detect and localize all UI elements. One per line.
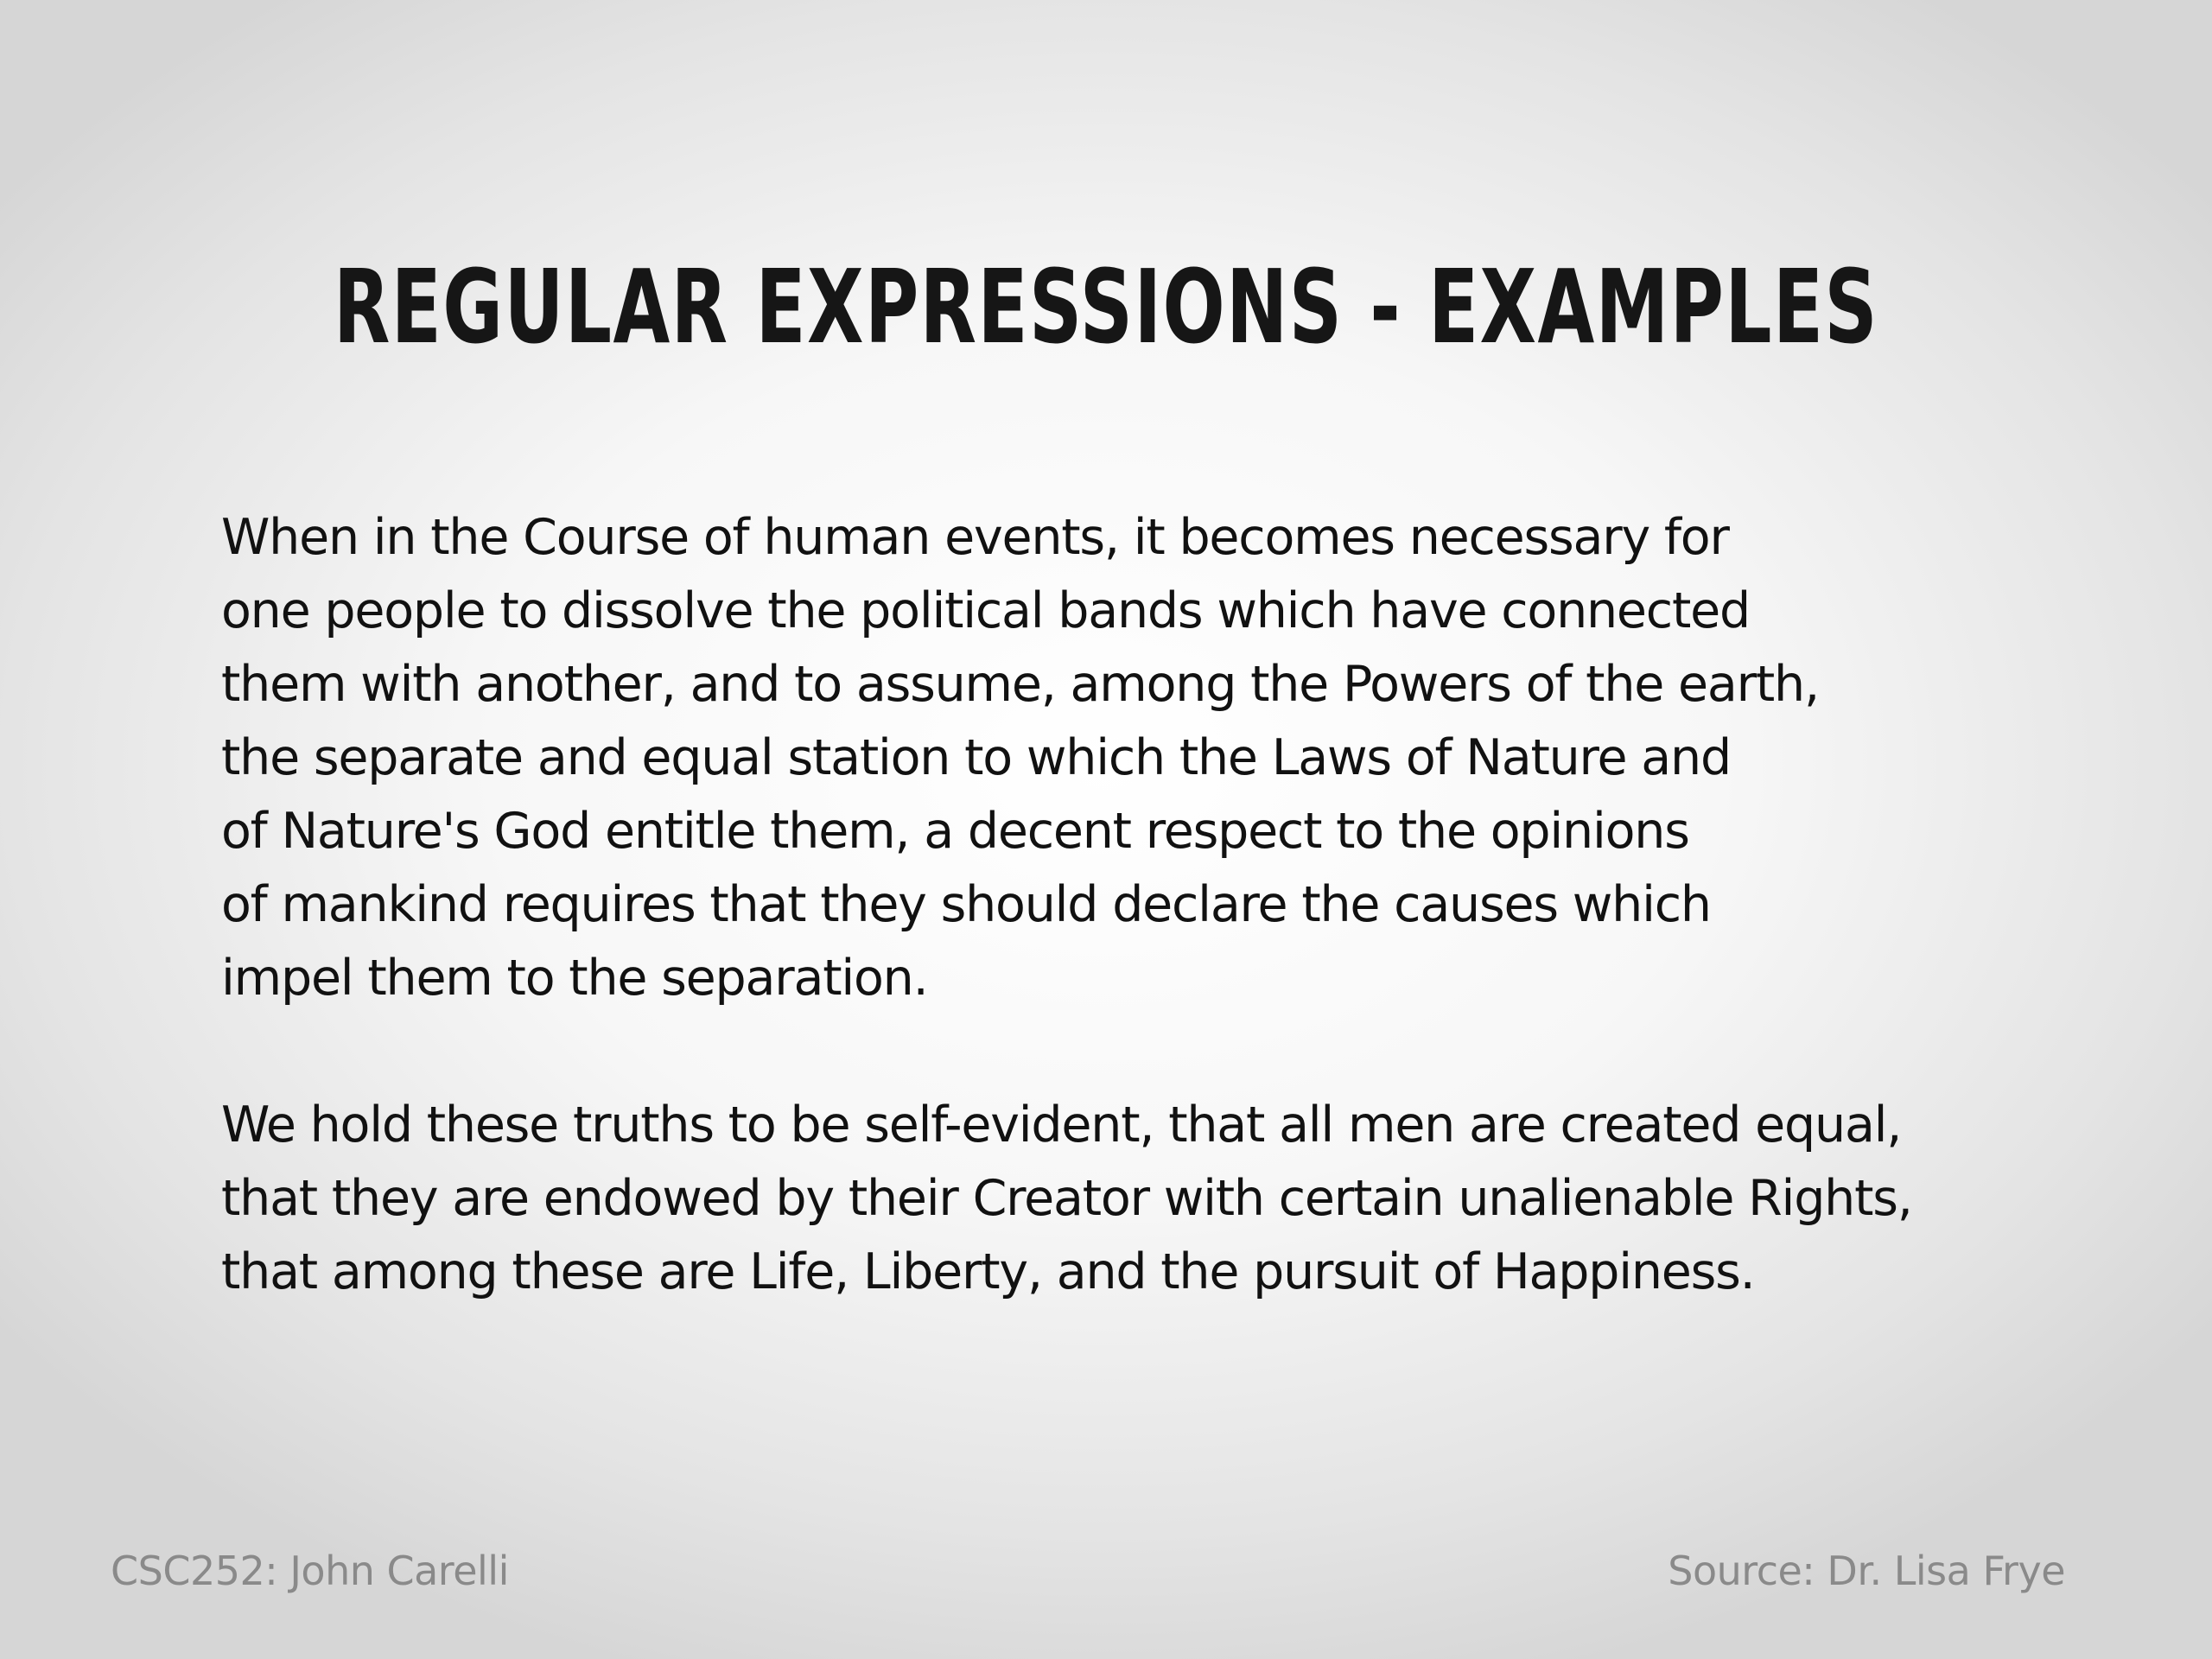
paragraph-2 [221, 1089, 2122, 1309]
footer-course: CSC252: John Carelli [111, 1548, 509, 1594]
slide-body [221, 501, 2122, 1309]
text-line: the separate and equal station to which the Laws of Nature and [221, 729, 1731, 786]
text-line: of Nature's God entitle them, a decent respect to the opinions [221, 803, 1689, 860]
text-line: them with another, and to assume, among the Powers of the earth, [221, 656, 1819, 713]
footer-source: Source: Dr. Lisa Frye [1668, 1548, 2065, 1594]
paragraph-1 [221, 501, 2122, 1015]
text-line: When in the Course of human events, it becomes necessary for [221, 509, 1729, 566]
text-line: one people to dissolve the political bands which have connected [221, 582, 1750, 639]
slide-title: REGULAR EXPRESSIONS - EXAMPLES [333, 247, 1879, 366]
text-line: that they are endowed by their Creator with certain unalienable Rights, [221, 1170, 1912, 1227]
text-line: of mankind requires that they should declare the causes which [221, 876, 1711, 933]
text-line: that among these are Life, Liberty, and the pursuit of Happiness. [221, 1243, 1755, 1300]
text-line: We hold these truths to be self-evident, that all men are created equal, [221, 1096, 1902, 1154]
text-line: impel them to the separation. [221, 950, 928, 1007]
